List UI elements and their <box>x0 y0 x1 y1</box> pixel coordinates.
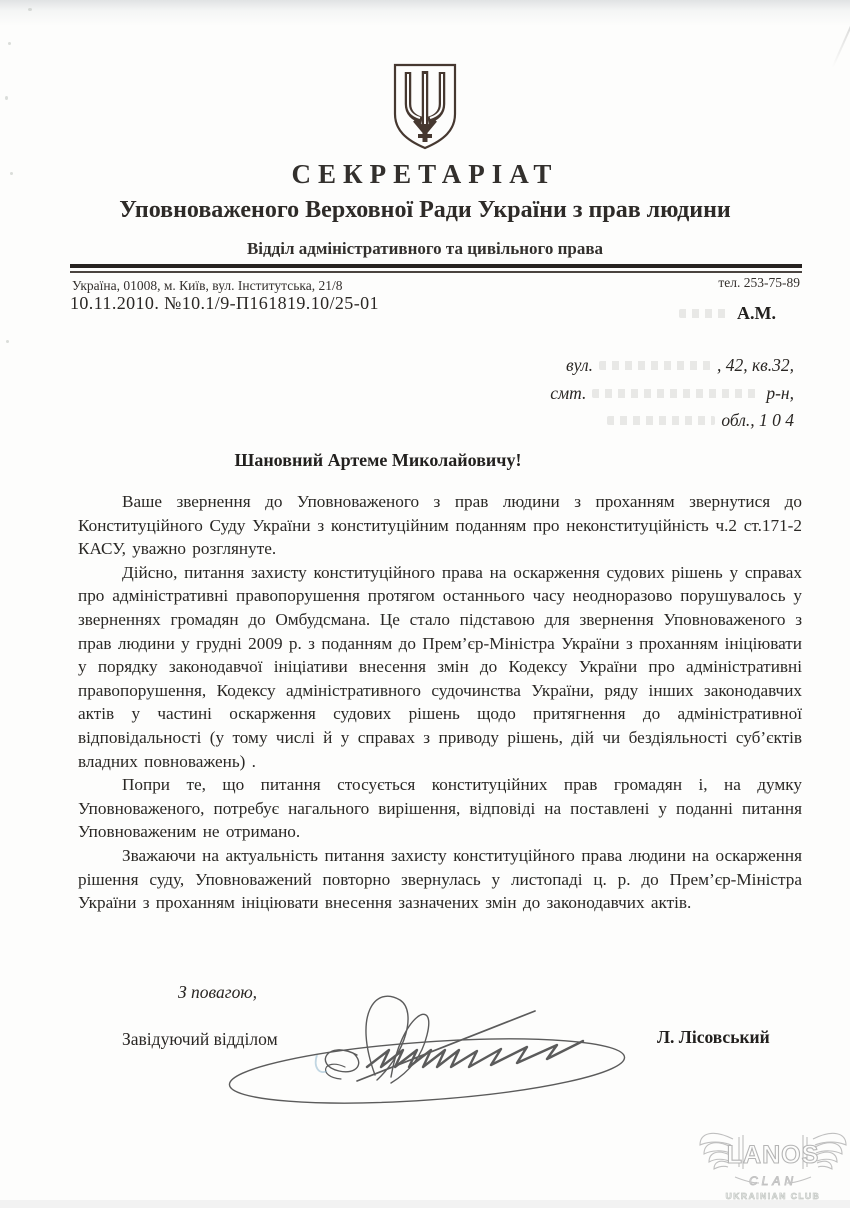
settlement-prefix: смт. <box>550 382 587 403</box>
paragraph: Зважаючи на актуальність питання захисту конституційного права людини на оскарження рішення суду, Уповноважений повторно звернулась у листопаді ц. р. до Прем’єр-Міністра України з проханням ініціювати внесення зазначених змін до законодавчих актів. <box>78 845 802 913</box>
letter-body <box>78 490 802 915</box>
org-phone: тел. 253-75-89 <box>718 275 800 290</box>
paragraph: Ваше звернення до Уповноваженого з прав людини з проханням звернутися до Конституційного Суду України з конституційним поданням про неконституційність ч.2 ст.171-2 КАСУ, уважно розглянуте. <box>78 492 802 559</box>
watermark-lanos-text: LANOS <box>726 1141 820 1169</box>
redacted-region <box>607 416 715 425</box>
handwritten-signature <box>205 983 635 1113</box>
scan-crease-top-right <box>832 20 850 68</box>
district-suffix: р-н, <box>766 382 794 403</box>
paragraph: Попри те, що питання стосується конституційних прав громадян і, на думку Уповноваженого, потребує нагального вирішення, відповіді на поставлені у поданні питання Уповноваженим не отримано. <box>78 775 802 842</box>
scan-speck <box>28 8 32 11</box>
redacted-surname <box>679 309 731 318</box>
valediction: З повагою, <box>178 982 258 1002</box>
recipient-initials: А.М. <box>737 303 776 323</box>
signer-name: Л. Лісовський <box>657 1027 770 1047</box>
recipient-address-block <box>550 352 794 435</box>
street-prefix: вул. <box>566 355 593 375</box>
paragraph: Дійсно, питання захисту конституційного права на оскарження судових рішень у справах про адміністративні правопорушення протягом останнього часу неодноразово порушувалось у зверненнях громадян до Омбудсмана. Це стало підставою для звернення Уповноваженого з прав людини у грудні 2009 р. з поданням до Прем’єр-Міністра України з проханням ініціювати у порядку законодавчої ініціативи внесення змін до Кодексу України про адміністративні правопорушення, Кодексу адміністративного судочинства України, ряду інших законодавчих актів у частині оскарження судових рішень щодо притягнення до адміністративної відповідальності (у тому числі й у справах з приводу рішень, дій чи бездіяльності суб’єктів владних повноважень) . <box>78 562 802 771</box>
recipient-address-line1 <box>550 352 794 380</box>
org-subtitle: Уповноваженого Верховної Ради України з прав людини <box>119 197 731 223</box>
letterhead-rule <box>70 264 802 273</box>
reference-date-number: 10.11.2010. №10.1/9-П161819.10/25-01 <box>70 293 379 313</box>
street-suffix: , 42, кв.32, <box>716 355 794 375</box>
org-title: СЕКРЕТАРІАТ <box>291 159 559 189</box>
scan-speck <box>6 340 9 343</box>
scan-shadow-top <box>0 0 850 26</box>
salutation: Шановний Артеме Миколайовичу! <box>234 450 522 470</box>
scan-speck <box>8 42 11 45</box>
recipient-name-line <box>673 303 776 324</box>
ukraine-trident-emblem-icon <box>389 62 461 157</box>
department-name: Відділ адміністративного та цивільного права <box>246 239 604 258</box>
signer-title: Завідуючий відділом <box>122 1029 278 1049</box>
redacted-street <box>599 361 711 370</box>
watermark-club-text: UKRAINIAN CLUB <box>725 1191 821 1201</box>
recipient-address-line3 <box>550 407 794 435</box>
redacted-settlement <box>592 389 760 398</box>
region-postcode: обл., 1 0 4 <box>721 410 794 430</box>
lanos-clan-watermark <box>697 1123 849 1208</box>
watermark-clan-text: CLAN <box>748 1174 798 1188</box>
org-address: Україна, 01008, м. Київ, вул. Інститутська, 21/8 <box>72 278 343 293</box>
recipient-address-line2 <box>550 380 794 408</box>
scan-speck <box>5 96 8 100</box>
